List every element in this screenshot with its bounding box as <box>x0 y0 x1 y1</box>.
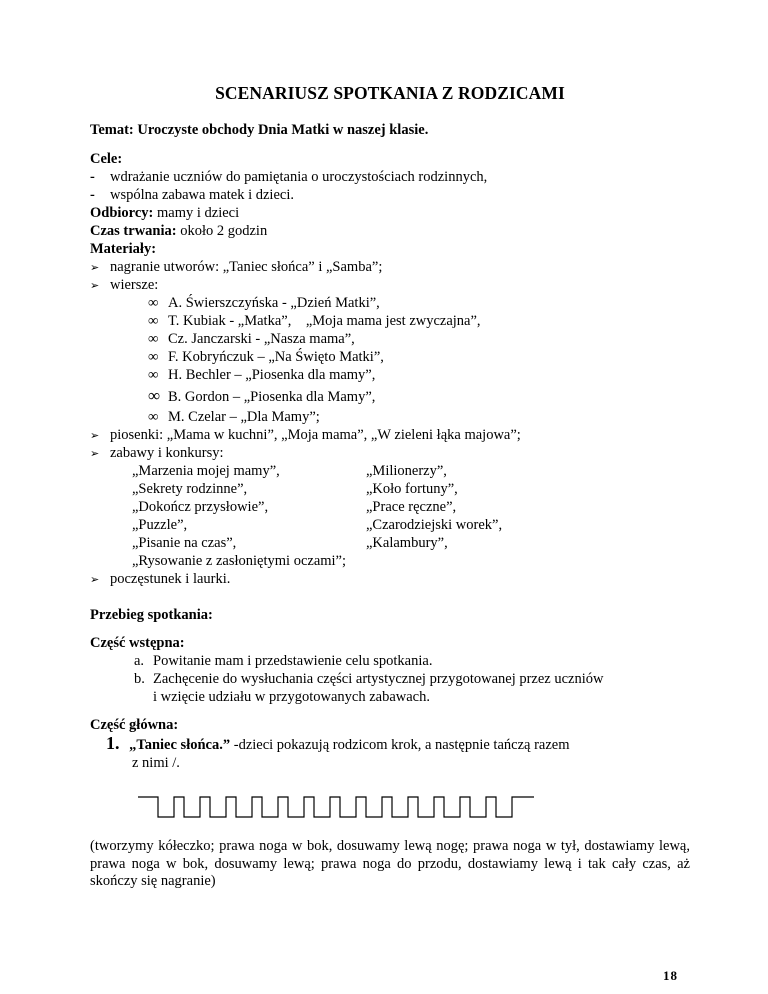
intro-marker: a. <box>134 653 145 669</box>
game-item: „Koło fortuny”, <box>366 481 458 497</box>
game-item: „Czarodziejski worek”, <box>366 517 503 533</box>
materials-item: ➢ zabawy i konkursy: <box>90 445 224 461</box>
dance-description: (tworzymy kółeczko; prawa noga w bok, dosuwamy lewą nogę; prawa noga w tył, dostawiamy lewą, prawa noga w bok, dosuwamy lewą; prawa noga do przodu, dostawiamy lewą i tak cały czas, aż skończy się nagranie) <box>90 838 690 889</box>
game-item: „Dokończ przysłowie”, <box>132 499 269 515</box>
infinity-bullet-icon: ∞ <box>148 349 159 365</box>
poem-item: ∞ A. Świerszczyńska - „Dzień Matki”, <box>148 295 380 311</box>
page-number: 18 <box>663 968 678 983</box>
intro-item: Powitanie mam i przedstawienie celu spotkania. <box>153 653 433 669</box>
poem-item: ∞ T. Kubiak - „Matka”, „Moja mama jest zwyczajna”, <box>148 313 481 329</box>
poem-item: ∞ Cz. Janczarski - „Nasza mama”, <box>148 331 355 347</box>
audience-line: Odbiorcy: mamy i dzieci <box>90 205 240 221</box>
dash-icon: - <box>90 169 95 185</box>
intro-marker: b. <box>134 671 145 687</box>
materials-item: ➢ poczęstunek i laurki. <box>90 571 231 587</box>
intro-item-cont: i wzięcie udziału w przygotowanych zabawach. <box>153 689 430 705</box>
dash-icon: - <box>90 187 95 203</box>
goal-item: - wdrażanie uczniów do pamiętania o uroczystościach rodzinnych, <box>90 169 488 185</box>
poem-item: ∞ B. Gordon – „Piosenka dla Mamy”, <box>148 386 376 405</box>
poem-item: ∞ H. Bechler – „Piosenka dla mamy”, <box>148 367 376 383</box>
dance-step-pattern <box>138 791 534 821</box>
arrow-bullet-icon: ➢ <box>90 430 100 442</box>
materials-item: ➢ wiersze: <box>90 277 159 293</box>
game-item: „Prace ręczne”, <box>366 499 457 515</box>
arrow-bullet-icon: ➢ <box>90 448 100 460</box>
goal-item: - wspólna zabawa matek i dzieci. <box>90 187 294 203</box>
infinity-bullet-icon: ∞ <box>148 331 159 347</box>
main-heading: Część główna: <box>90 717 179 733</box>
main-item: 1. „Taniec słońca.” -dzieci pokazują rodzicom krok, a następnie tańczą razem <box>106 733 570 753</box>
materials-heading: Materiały: <box>90 241 157 257</box>
infinity-bullet-icon: ∞ <box>148 409 159 425</box>
infinity-bullet-icon: ∞ <box>148 295 159 311</box>
game-item: „Milionerzy”, <box>366 463 447 479</box>
materials-item: ➢ piosenki: „Mama w kuchni”, „Moja mama”, „W zieleni łąka majowa”; <box>90 427 521 443</box>
poem-item: ∞ F. Kobryńczuk – „Na Święto Matki”, <box>148 349 384 365</box>
infinity-bullet-icon: ∞ <box>148 313 159 329</box>
course-heading: Przebieg spotkania: <box>90 607 213 623</box>
intro-heading: Część wstępna: <box>90 635 185 651</box>
infinity-bullet-icon: ∞ <box>148 367 159 383</box>
game-item: „Rysowanie z zasłoniętymi oczami”; <box>132 553 347 569</box>
game-item: „Puzzle”, <box>132 517 188 533</box>
game-item: „Marzenia mojej mamy”, <box>132 463 280 479</box>
game-item: „Kalambury”, <box>366 535 448 551</box>
duration-line: Czas trwania: około 2 godzin <box>90 223 268 239</box>
main-item-cont: z nimi /. <box>132 755 180 771</box>
topic-line: Temat: Uroczyste obchody Dnia Matki w naszej klasie. <box>90 122 429 138</box>
poem-item: ∞ M. Czelar – „Dla Mamy”; <box>148 409 320 425</box>
game-item: „Sekrety rodzinne”, <box>132 481 248 497</box>
arrow-bullet-icon: ➢ <box>90 280 100 292</box>
intro-item: Zachęcenie do wysłuchania części artystycznej przygotowanej przez uczniów <box>153 671 604 687</box>
page-title: SCENARIUSZ SPOTKANIA Z RODZICAMI <box>215 83 565 103</box>
infinity-bullet-icon: ∞ <box>148 386 161 405</box>
game-item: „Pisanie na czas”, <box>132 535 237 551</box>
materials-item: ➢ nagranie utworów: „Taniec słońca” i „Samba”; <box>90 259 383 275</box>
arrow-bullet-icon: ➢ <box>90 574 100 586</box>
goals-heading: Cele: <box>90 151 123 167</box>
arrow-bullet-icon: ➢ <box>90 262 100 274</box>
